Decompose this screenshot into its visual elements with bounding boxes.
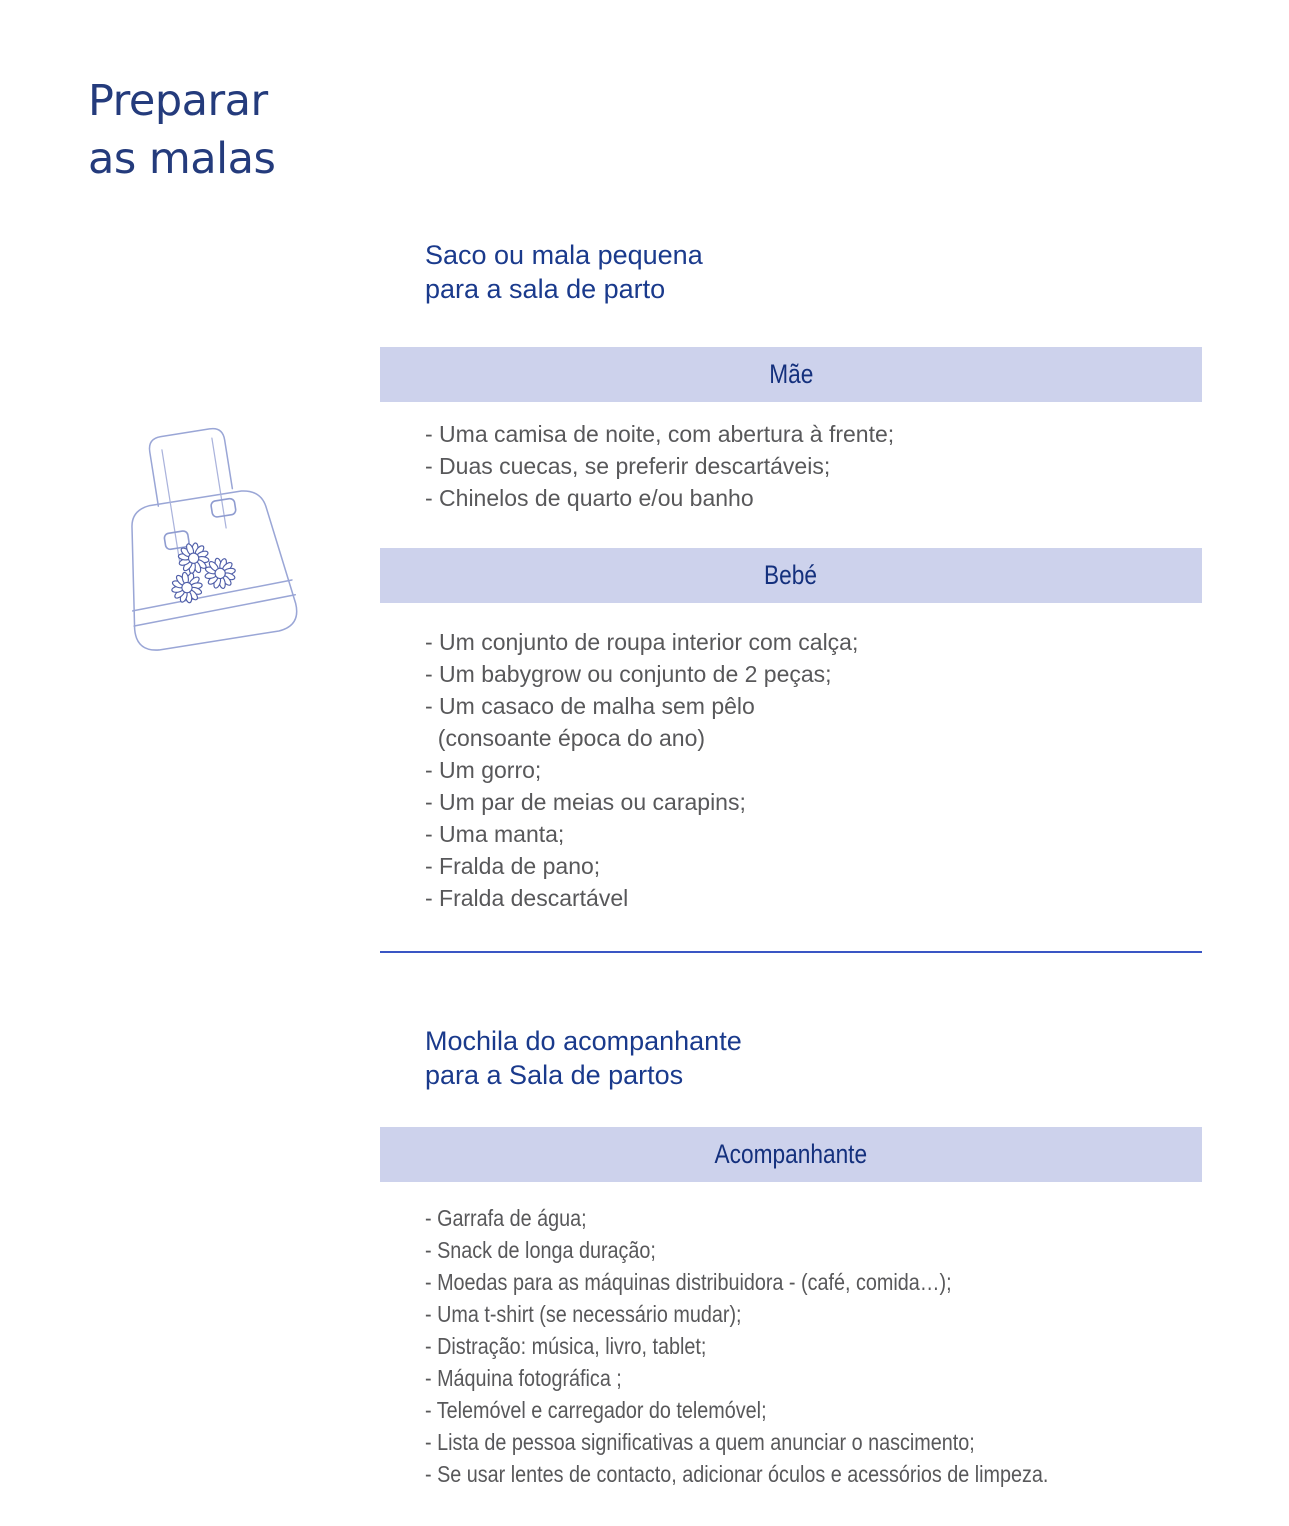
- heading-line: para a sala de parto: [425, 274, 666, 304]
- heading-line: Mochila do acompanhante: [425, 1026, 742, 1056]
- banner-label: Acompanhante: [714, 1139, 868, 1169]
- banner-mae: [380, 347, 1202, 402]
- banner-label: Bebé: [764, 560, 818, 590]
- bag-icon: [96, 416, 314, 672]
- list-item: - Uma t-shirt (se necessário mudar);: [425, 1301, 742, 1327]
- list-item: - Fralda descartável: [425, 885, 629, 911]
- list-item: - Garrafa de água;: [425, 1205, 587, 1231]
- section-divider: [380, 951, 1202, 953]
- list-item: - Telemóvel e carregador do telemóvel;: [425, 1397, 767, 1423]
- section-heading-sala-de-parto: [425, 238, 703, 306]
- list-item: - Um babygrow ou conjunto de 2 peças;: [425, 661, 832, 687]
- page-title-line: as malas: [88, 134, 276, 184]
- list-item: - Snack de longa duração;: [425, 1237, 656, 1263]
- list-item: - Se usar lentes de contacto, adicionar óculos e acessórios de limpeza.: [425, 1461, 1049, 1487]
- bag-illustration: [96, 416, 314, 672]
- list-item: - Duas cuecas, se preferir descartáveis;: [425, 453, 831, 479]
- list-item: - Distração: música, livro, tablet;: [425, 1333, 707, 1359]
- daisy-flower-icon: [167, 568, 206, 607]
- list-mae: [425, 418, 1225, 514]
- list-item: - Um casaco de malha sem pêlo: [425, 693, 755, 719]
- banner-label: Mãe: [768, 359, 814, 389]
- list-item: (consoante época do ano): [425, 725, 706, 751]
- section-heading-mochila-acompanhante: [425, 1024, 742, 1092]
- list-acompanhante: [425, 1202, 1225, 1490]
- list-item: - Lista de pessoa significativas a quem anunciar o nascimento;: [425, 1429, 975, 1455]
- heading-line: para a Sala de partos: [425, 1060, 684, 1090]
- list-bebe: [425, 626, 1225, 914]
- list-item: - Um gorro;: [425, 757, 542, 783]
- list-item: - Fralda de pano;: [425, 853, 601, 879]
- list-item: - Um conjunto de roupa interior com calça;: [425, 629, 859, 655]
- list-item: - Chinelos de quarto e/ou banho: [425, 485, 754, 511]
- list-item: - Moedas para as máquinas distribuidora - (café, comida…);: [425, 1269, 952, 1295]
- heading-line: Saco ou mala pequena: [425, 240, 703, 270]
- banner-acompanhante: [380, 1127, 1202, 1182]
- list-item: - Um par de meias ou carapins;: [425, 789, 746, 815]
- banner-bebe: [380, 548, 1202, 603]
- page-title-line: Preparar: [88, 76, 268, 126]
- page-title: [88, 72, 275, 188]
- list-item: - Uma camisa de noite, com abertura à frente;: [425, 421, 895, 447]
- list-item: - Uma manta;: [425, 821, 565, 847]
- list-item: - Máquina fotográfica ;: [425, 1365, 622, 1391]
